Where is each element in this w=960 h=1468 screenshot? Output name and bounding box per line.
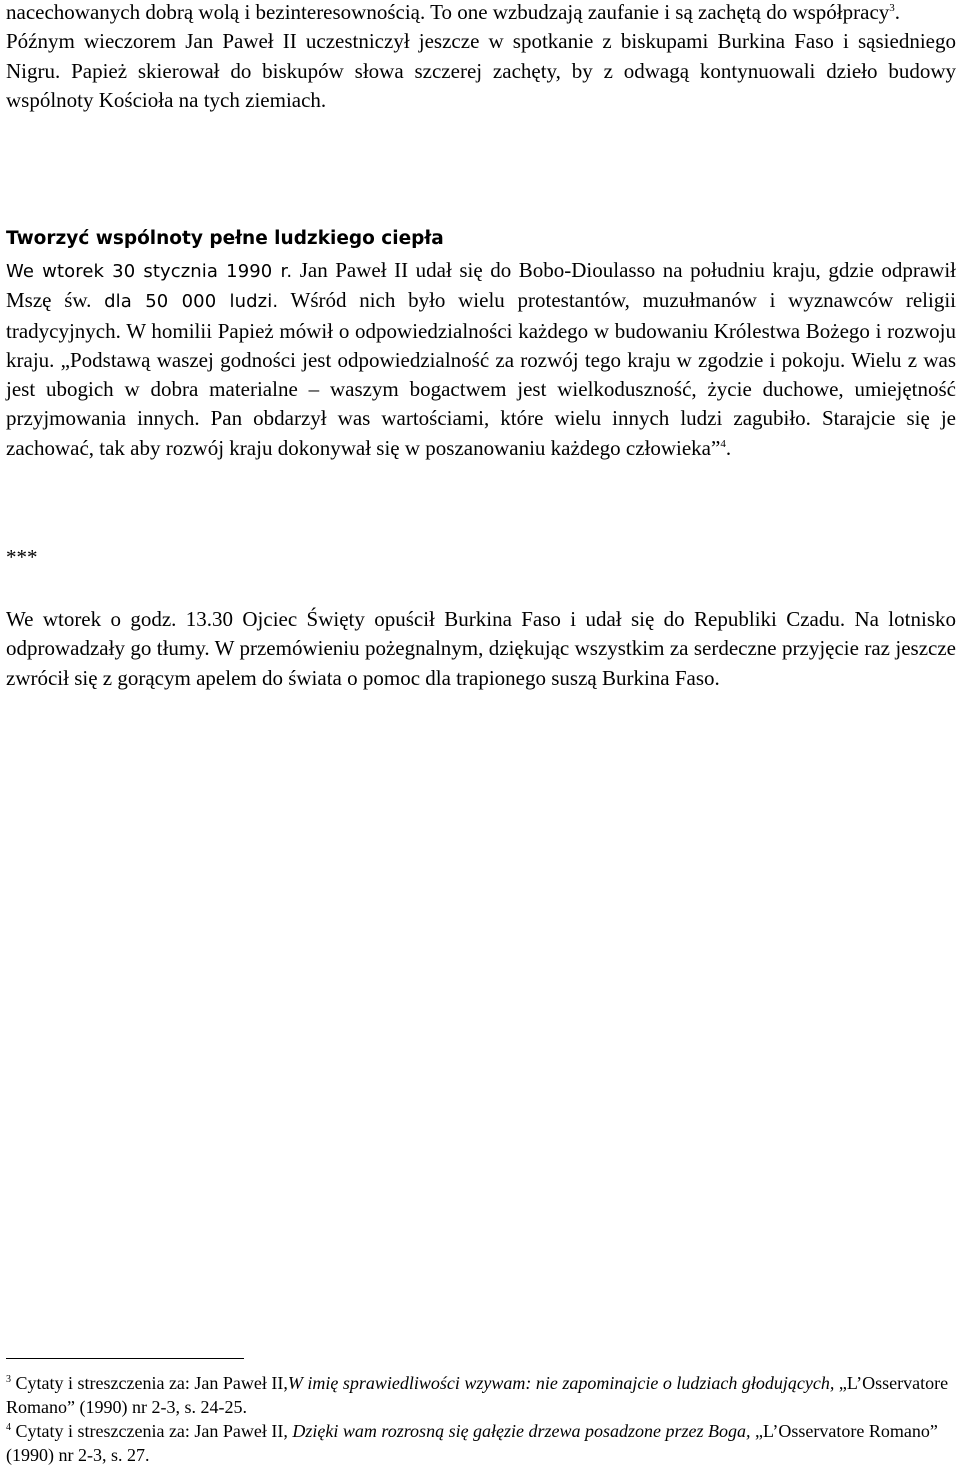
section-text-c: dla 50 000 ludzi.: [104, 291, 279, 313]
footnote-source: Cytaty i streszczenia za: Jan Paweł II,: [15, 1421, 293, 1441]
intro-paragraph-1-text: nacechowanych dobrą wolą i bezinteresownością. To one wzbudzają zaufanie i są zachętą do współpracy: [6, 0, 890, 24]
closing-section: [6, 605, 956, 693]
footnote-source: Cytaty i streszczenia za: Jan Paweł II,: [15, 1373, 288, 1393]
section-text-g-end: .: [725, 435, 732, 460]
footnote-number: 4: [6, 1422, 11, 1433]
section-separator: ***: [6, 545, 38, 569]
section-text-b: Jan Paweł II udał się do Bobo-Dioulasso na południu kraju, gdzie odprawił Mszę św.: [6, 258, 956, 313]
section-text-g: Wielu z was jest ubogich w dobra materialne – waszym bogactwem jest wielkoduszność, życie duchowe, umiejętność przyjmowania innych. Pan obdarzył was wartościami, które wielu innych ludzi zagubiło. Starajcie się je zachować, tak aby rozwój kraju dokonywał się w poszanowaniu każdego człowieka”: [6, 347, 957, 460]
footnote-title: W imię sprawiedliwości wzywam: nie zapominajcie o ludziach głodujących,: [287, 1373, 835, 1393]
section-heading: Tworzyć wspólnoty pełne ludzkiego ciepła: [6, 228, 444, 249]
section-body: [6, 256, 956, 463]
footnote-divider: [6, 1358, 244, 1359]
section-text-a: We wtorek 30 stycznia 1990 r.: [6, 261, 293, 282]
closing-paragraph: We wtorek o godz. 13.30 Ojciec Święty opuścił Burkina Faso i udał się do Republiki Czadu. Na lotnisko odprowadzały go tłumy. W przemówieniu pożegnalnym, dziękując wszystkim za serdeczne przyjęcie raz jeszcze zwrócił się z gorącym apelem do świata o pomoc dla trapionego suszą Burkina Faso.: [6, 607, 956, 690]
footnote-title: Dzięki wam rozrosną się gałęzie drzewa posadzone przez Boga,: [292, 1421, 751, 1441]
footnote-ref-3[interactable]: 3: [889, 2, 895, 14]
section-paragraph: [6, 256, 956, 463]
footnote-4: [6, 1419, 956, 1467]
intro-paragraph-1-end: .: [894, 0, 901, 24]
footnote-publication: „L’Osservatore Romano” (1990) nr 2-3, s. 27.: [6, 1421, 938, 1465]
footnote-3: [6, 1371, 956, 1419]
intro-paragraph-2: Późnym wieczorem Jan Paweł II uczestniczył jeszcze w spotkanie z biskupami Burkina Faso i sąsiedniego Nigru. Papież skierował do biskupów słowa szczerej zachęty, by z odwagą kontynuowali dzieło budowy wspólnoty Kościoła na tych ziemiach.: [6, 29, 956, 112]
intro-paragraph-1: [6, 0, 956, 27]
footnote-number: 3: [6, 1374, 11, 1385]
footnote-ref-4[interactable]: 4: [720, 437, 726, 450]
section-text-d: Wśród nich było wielu protestantów, muzułmanów i wyznawców religii tradycyjnych.: [6, 288, 956, 343]
footnote-publication: „L’Osservatore Romano” (1990) nr 2-3, s. 24-25.: [6, 1373, 949, 1417]
footnotes: [6, 1371, 956, 1467]
section-text-f: „Podstawą waszej godności jest odpowiedzialność za rozwój tego kraju w zgodzie i pokoju.: [60, 347, 846, 372]
section-text-e: W homilii Papież mówił o odpowiedzialności każdego w budowaniu Królestwa Bożego i rozwoju kraju.: [6, 318, 956, 372]
intro-section: [6, 0, 956, 115]
